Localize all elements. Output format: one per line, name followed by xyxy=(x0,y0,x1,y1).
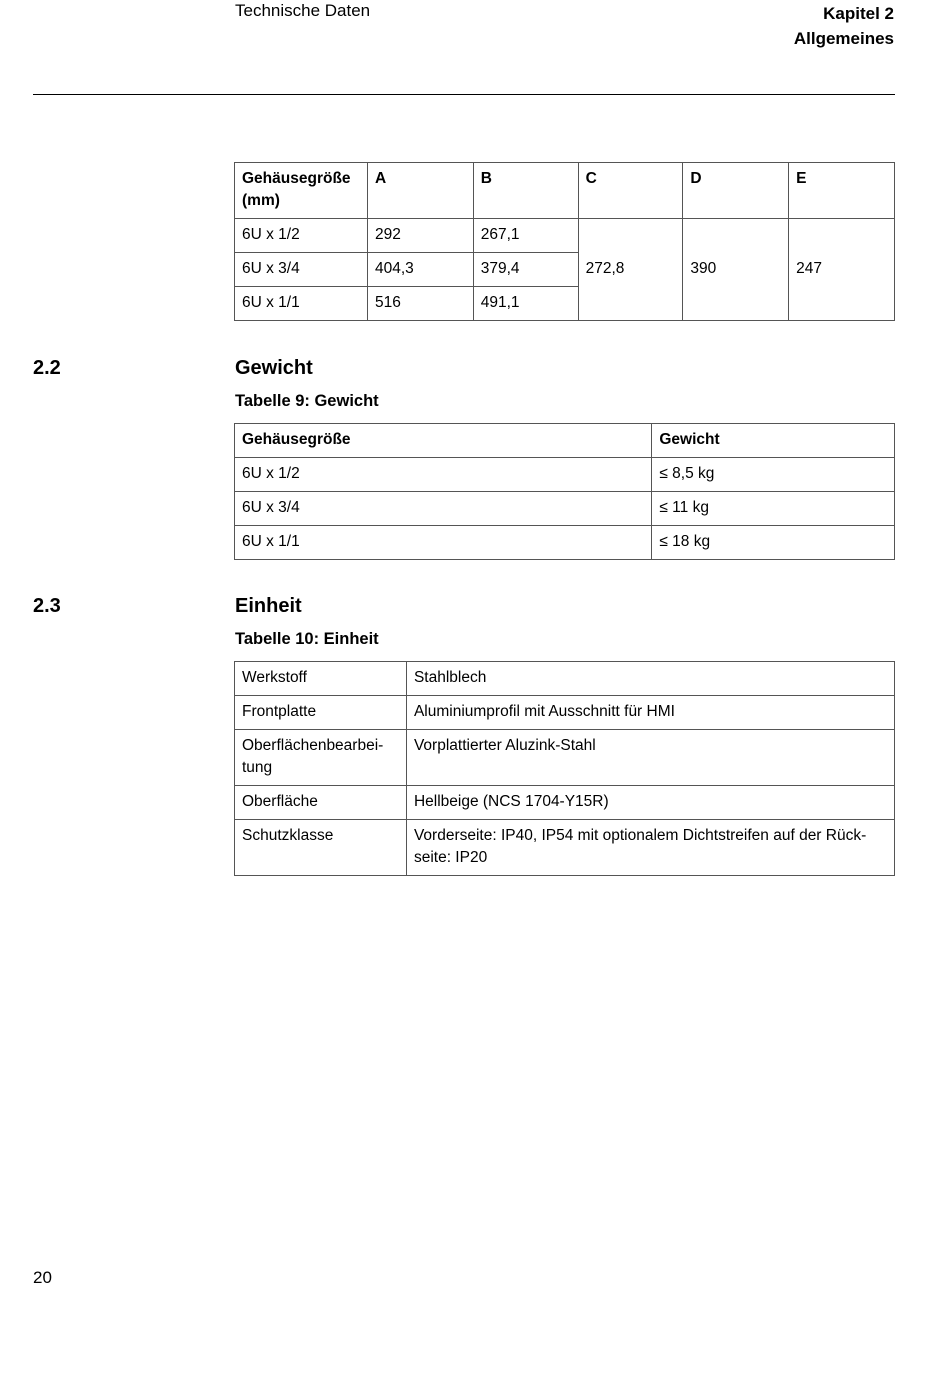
property-cell: Werkstoff xyxy=(235,662,407,696)
table-row xyxy=(235,786,895,820)
unit-table xyxy=(234,661,895,876)
value-cell: Stahlblech xyxy=(406,662,894,696)
chapter-title: Allgemeines xyxy=(793,29,894,48)
header-cell-d: D xyxy=(683,163,789,219)
table-row xyxy=(235,492,895,526)
value-b-cell: 491,1 xyxy=(473,287,578,321)
header-cell-b: B xyxy=(473,163,578,219)
value-cell: Hellbeige (NCS 1704-Y15R) xyxy=(406,786,894,820)
value-b-cell: 379,4 xyxy=(473,253,578,287)
value-d-cell: 390 xyxy=(683,219,789,321)
table-row xyxy=(235,662,895,696)
running-header-right xyxy=(794,1,894,51)
table-row xyxy=(235,219,895,253)
header-cell-a: A xyxy=(367,163,473,219)
size-cell: 6U x 1/2 xyxy=(235,458,652,492)
dimensions-table xyxy=(234,162,895,321)
table-row xyxy=(235,820,895,876)
table-row xyxy=(235,730,895,786)
value-c-cell: 272,8 xyxy=(578,219,683,321)
value-a-cell: 516 xyxy=(367,287,473,321)
section-number-weight: 2.2 xyxy=(33,357,61,379)
value-cell: Vorderseite: IP40, IP54 mit optionalem Dichtstreifen auf der Rück- seite: IP20 xyxy=(406,820,894,876)
size-cell: 6U x 3/4 xyxy=(235,253,368,287)
header-cell-weight: Gewicht xyxy=(652,424,895,458)
weight-cell: ≤ 11 kg xyxy=(652,492,895,526)
property-cell: Schutzklasse xyxy=(235,820,407,876)
table-row xyxy=(235,458,895,492)
value-b-cell: 267,1 xyxy=(473,219,578,253)
property-cell: Oberflächenbearbei- tung xyxy=(235,730,407,786)
weight-cell: ≤ 8,5 kg xyxy=(652,458,895,492)
weight-cell: ≤ 18 kg xyxy=(652,526,895,560)
chapter-label: Kapitel 2 xyxy=(823,4,894,23)
weight-table xyxy=(234,423,895,560)
table-header-row xyxy=(235,424,895,458)
value-e-cell: 247 xyxy=(789,219,895,321)
header-cell-size: Gehäusegröße (mm) xyxy=(235,163,368,219)
size-cell: 6U x 1/1 xyxy=(235,526,652,560)
section-title-unit: Einheit xyxy=(235,595,302,617)
header-cell-c: C xyxy=(578,163,683,219)
value-cell: Vorplattierter Aluzink-Stahl xyxy=(406,730,894,786)
value-a-cell: 292 xyxy=(367,219,473,253)
table-header-row xyxy=(235,163,895,219)
size-cell: 6U x 1/1 xyxy=(235,287,368,321)
header-cell-size: Gehäusegröße xyxy=(235,424,652,458)
section-title-weight: Gewicht xyxy=(235,357,313,379)
table-row xyxy=(235,696,895,730)
page-number: 20 xyxy=(33,1268,52,1287)
table-caption-unit: Tabelle 10: Einheit xyxy=(235,630,379,648)
size-cell: 6U x 1/2 xyxy=(235,219,368,253)
table-caption-weight: Tabelle 9: Gewicht xyxy=(235,392,379,410)
property-cell: Frontplatte xyxy=(235,696,407,730)
section-number-unit: 2.3 xyxy=(33,595,61,617)
size-cell: 6U x 3/4 xyxy=(235,492,652,526)
table-row xyxy=(235,526,895,560)
running-header-left: Technische Daten xyxy=(235,1,371,20)
header-divider xyxy=(33,94,895,95)
value-a-cell: 404,3 xyxy=(367,253,473,287)
header-cell-e: E xyxy=(789,163,895,219)
value-cell: Aluminiumprofil mit Ausschnitt für HMI xyxy=(406,696,894,730)
property-cell: Oberfläche xyxy=(235,786,407,820)
